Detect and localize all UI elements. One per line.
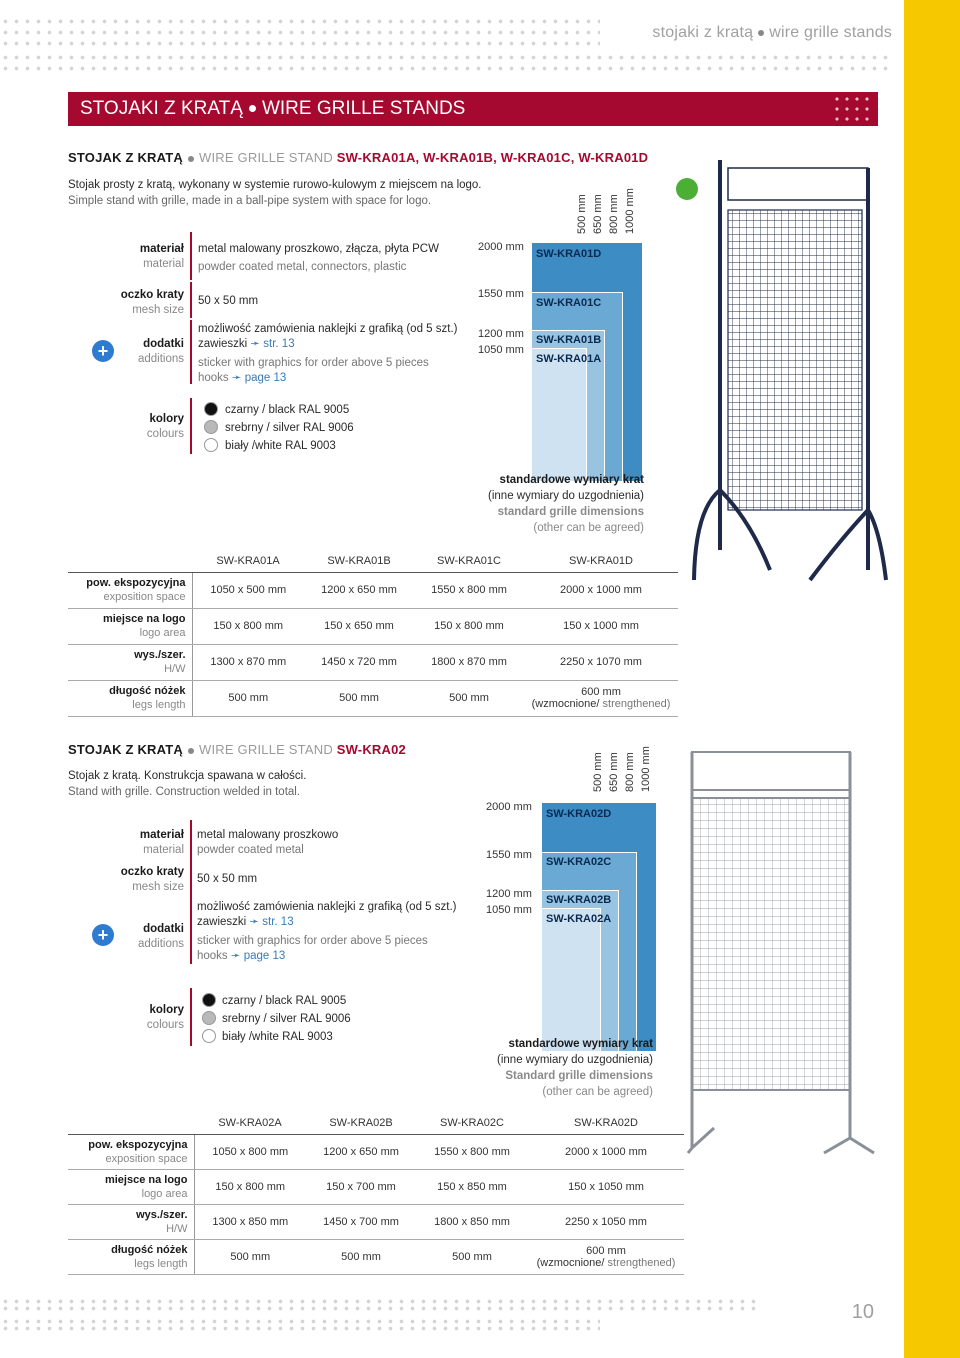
divider — [190, 398, 192, 454]
spec-label-mesh-2: oczko kraty mesh size — [120, 866, 184, 893]
color-swatch-black — [202, 993, 216, 1007]
spec-label-colours-2: kolory colours — [146, 1004, 184, 1031]
grille-caption-2: standardowe wymiary krat (inne wymiary do uzgodnienia) Standard grille dimensions (other can be agreed) — [497, 1038, 653, 1098]
spec-val-material-2: metal malowany proszkowo powder coated metal — [197, 829, 339, 856]
table-row: wys./szer. H/W 1300 x 870 mm 1450 x 720 mm 1800 x 870 mm 2250 x 1070 mm — [68, 644, 678, 680]
color-list-2: czarny / black RAL 9005 srebrny / silver RAL 9006 biały /white RAL 9003 — [222, 995, 351, 1043]
section-banner: STOJAKI Z KRATĄ WIRE GRILLE STANDS — [68, 92, 878, 126]
table-row: miejsce na logo logo area 150 x 800 mm 150 x 650 mm 150 x 800 mm 150 x 1000 mm — [68, 608, 678, 644]
page-header: stojaki z kratą wire grille stands — [652, 24, 892, 41]
table-row: długość nóżek legs length 500 mm 500 mm 500 mm 600 mm (wzmocnione/ strengthened) — [68, 680, 678, 716]
spec-label-material-2: materiał material — [139, 829, 184, 856]
wrench-icon — [676, 178, 698, 200]
dimensions-table-1 — [68, 550, 678, 717]
divider — [190, 320, 192, 384]
divider — [190, 820, 192, 964]
product-title-1: STOJAK Z KRATĄ WIRE GRILLE STAND SW-KRA01A, W-KRA01B, W-KRA01C, W-KRA01D — [68, 150, 649, 165]
stand-illustration-1 — [690, 150, 890, 590]
color-swatch-white — [204, 438, 218, 452]
table-header: SW-KRA01A — [192, 550, 304, 572]
table-header: SW-KRA01D — [524, 550, 678, 572]
table-header: SW-KRA02A — [194, 1112, 306, 1134]
spec-label-mesh: oczko kraty mesh size — [120, 289, 184, 316]
grille-size-diagram-2: 500 mm 650 mm 800 mm 1000 mm SW-KRA02D SW-KRA02C SW-KRA02B SW-KRA02A 2000 mm 1550 mm 1200 mm 1050 mm — [486, 742, 686, 1012]
spec-label-additions: dodatki additions — [137, 338, 184, 365]
spec-val-additions: możliwość zamówienia naklejki z grafiką (od 5 szt.) zawieszki ➛ str. 13 sticker with graphics for order above 5 pieces hooks ➛ page 13 — [198, 323, 458, 384]
spec-val-additions-2: możliwość zamówienia naklejki z grafiką (od 5 szt.) zawieszki ➛ str. 13 sticker with graphics for order above 5 pieces hooks ➛ page 13 — [197, 901, 457, 962]
spec-val-material: metal malowany proszkowo, złącza, płyta PCW powder coated metal, connectors, plastic — [198, 243, 439, 273]
spec-val-mesh: 50 x 50 mm — [198, 295, 259, 307]
table-header: SW-KRA02C — [416, 1112, 528, 1134]
grille-caption-1: standardowe wymiary krat (inne wymiary do uzgodnienia) standard grille dimensions (other can be agreed) — [488, 474, 644, 534]
color-swatch-silver — [204, 420, 218, 434]
color-list-1: czarny / black RAL 9005 srebrny / silver RAL 9006 biały /white RAL 9003 — [225, 404, 354, 452]
table-header: SW-KRA02B — [306, 1112, 416, 1134]
dimensions-table-2 — [68, 1112, 684, 1275]
grille-size-diagram-1: 500 mm 650 mm 800 mm 1000 mm SW-KRA01D SW-KRA01C SW-KRA01B SW-KRA01A 2000 mm 1550 mm 1200 mm 1050 mm — [478, 180, 678, 440]
plus-icon: + — [92, 924, 114, 946]
table-header: SW-KRA01C — [414, 550, 524, 572]
page-number: 10 — [851, 1301, 874, 1323]
spec-val-mesh-2: 50 x 50 mm — [197, 873, 258, 885]
table-row: wys./szer. H/W 1300 x 850 mm 1450 x 700 mm 1800 x 850 mm 2250 x 1050 mm — [68, 1204, 684, 1239]
table-header: SW-KRA01B — [304, 550, 414, 572]
divider — [190, 232, 192, 280]
product-desc-1: Stojak prosty z kratą, wykonany w systemie rurowo-kulowym z miejscem na logo. Simple stand with grille, made in a ball-pipe system with space for logo. — [68, 179, 482, 207]
banner-dots — [832, 94, 872, 124]
table-row: miejsce na logo logo area 150 x 800 mm 150 x 700 mm 150 x 850 mm 150 x 1050 mm — [68, 1169, 684, 1204]
table-row: pow. ekspozycyjna exposition space 1050 x 500 mm 1200 x 650 mm 1550 x 800 mm 2000 x 1000 mm — [68, 572, 678, 608]
product-title-2: STOJAK Z KRATĄ WIRE GRILLE STAND SW-KRA02 — [68, 742, 406, 757]
spec-label-colours: kolory colours — [146, 413, 184, 440]
side-yellow-bar — [904, 0, 960, 1358]
divider — [190, 282, 192, 318]
color-swatch-silver — [202, 1011, 216, 1025]
plus-icon: + — [92, 340, 114, 362]
header-dot-pattern — [0, 16, 600, 46]
footer-dot-pattern-2 — [0, 1318, 600, 1332]
spec-label-material: materiał material — [139, 243, 184, 270]
color-swatch-black — [204, 402, 218, 416]
color-swatch-white — [202, 1029, 216, 1043]
divider — [190, 988, 192, 1046]
table-row: długość nóżek legs length 500 mm 500 mm 500 mm 600 mm (wzmocnione/ strengthened) — [68, 1239, 684, 1274]
stand-illustration-2 — [684, 748, 894, 1158]
table-header: SW-KRA02D — [528, 1112, 684, 1134]
spec-label-additions-2: dodatki additions — [137, 923, 184, 950]
header-dot-pattern-2 — [0, 52, 890, 76]
table-row: pow. ekspozycyjna exposition space 1050 x 800 mm 1200 x 650 mm 1550 x 800 mm 2000 x 1000 mm — [68, 1134, 684, 1169]
footer-dot-pattern — [0, 1298, 760, 1312]
product-desc-2: Stojak z kratą. Konstrukcja spawana w całości. Stand with grille. Construction welded in total. — [68, 770, 307, 798]
